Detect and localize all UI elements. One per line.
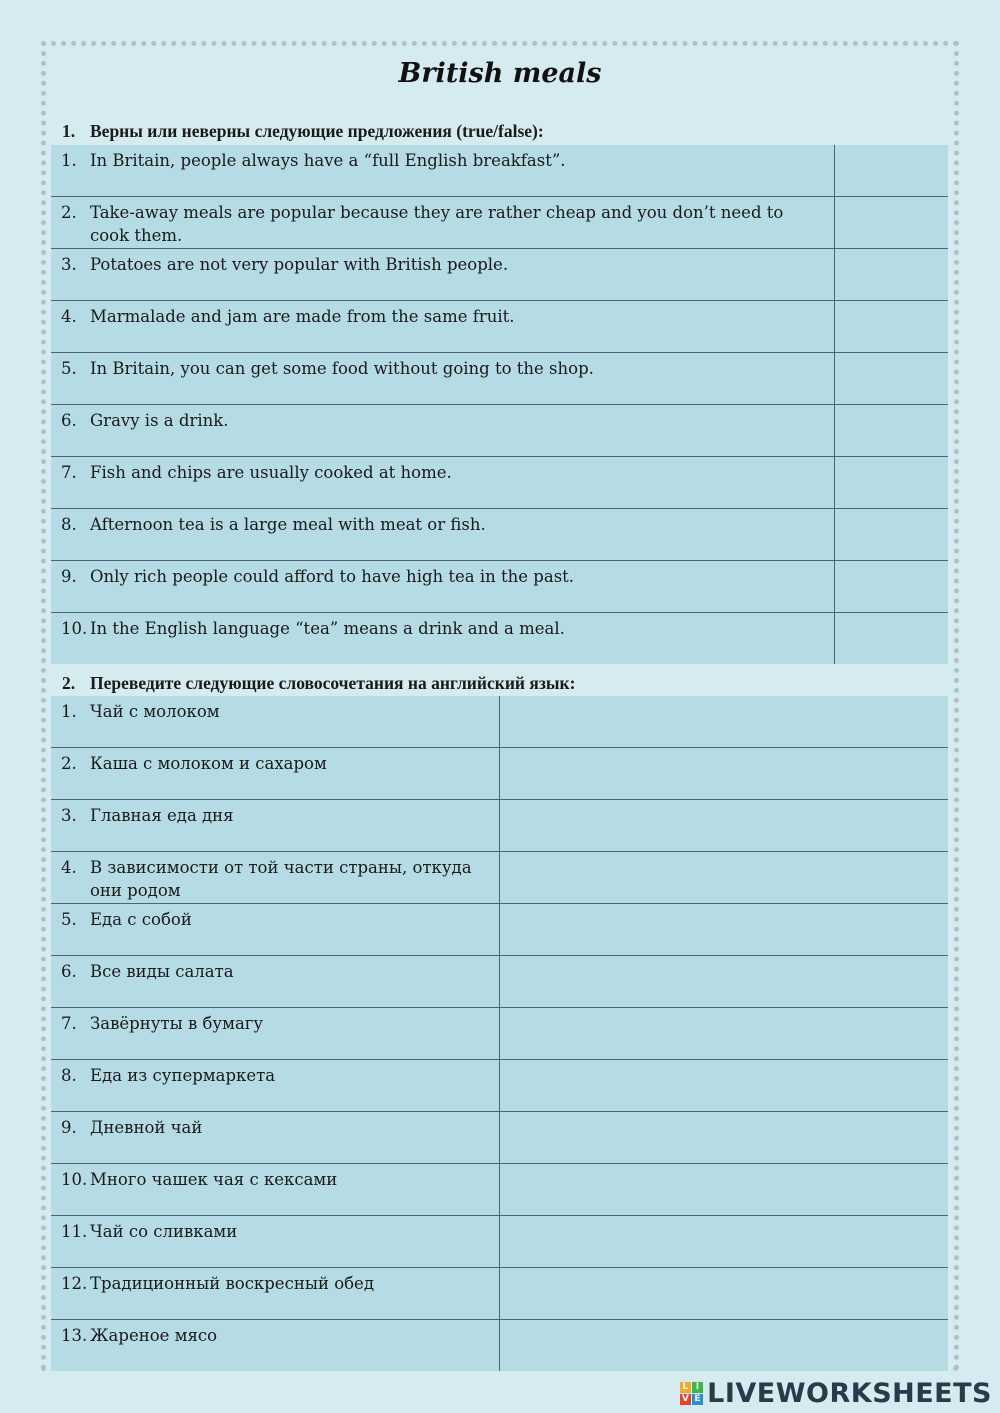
translation-row xyxy=(51,1216,948,1268)
translation-row xyxy=(51,852,948,904)
translation-answer-field[interactable] xyxy=(499,696,948,748)
badge-letter: L xyxy=(680,1382,691,1393)
true-false-item-text: In Britain, you can get some food without going to the shop. xyxy=(90,359,594,378)
section2-heading xyxy=(62,673,575,694)
liveworksheets-logo xyxy=(680,1378,992,1409)
translation-row xyxy=(51,1320,948,1372)
true-false-row xyxy=(51,405,948,457)
translation-answer-field[interactable] xyxy=(499,956,948,1008)
translation-answer-field[interactable] xyxy=(499,1008,948,1060)
true-false-item-number: 7. xyxy=(61,463,77,482)
translation-item-text: Еда из супермаркета xyxy=(90,1066,276,1085)
true-false-item-number: 8. xyxy=(61,515,77,534)
true-false-question-cell xyxy=(51,613,834,665)
true-false-answer-field[interactable] xyxy=(834,561,948,613)
true-false-row xyxy=(51,613,948,665)
translation-row xyxy=(51,1268,948,1320)
translation-answer-field[interactable] xyxy=(499,1060,948,1112)
true-false-question-cell xyxy=(51,249,834,301)
true-false-answer-field[interactable] xyxy=(834,613,948,665)
true-false-row xyxy=(51,145,948,197)
true-false-question-cell xyxy=(51,145,834,197)
logo-text: LIVEWORKSHEETS xyxy=(707,1378,992,1409)
translation-row xyxy=(51,904,948,956)
translation-item-number: 6. xyxy=(61,962,77,981)
true-false-item-text: In the English language “tea” means a drink and a meal. xyxy=(90,619,565,638)
translation-row xyxy=(51,1112,948,1164)
true-false-row xyxy=(51,197,948,249)
translation-row xyxy=(51,1008,948,1060)
true-false-item-number: 6. xyxy=(61,411,77,430)
translation-answer-field[interactable] xyxy=(499,1216,948,1268)
translation-row xyxy=(51,800,948,852)
translation-item-number: 8. xyxy=(61,1066,77,1085)
translation-row xyxy=(51,1164,948,1216)
true-false-item-text: Fish and chips are usually cooked at home. xyxy=(90,463,452,482)
translation-item-text: Жареное мясо xyxy=(90,1326,218,1345)
translation-answer-field[interactable] xyxy=(499,1320,948,1372)
translation-answer-field[interactable] xyxy=(499,1268,948,1320)
badge-letter: V xyxy=(681,1394,690,1404)
translation-item-text: Много чашек чая с кексами xyxy=(90,1170,338,1189)
section2-number: 2. xyxy=(62,673,76,693)
true-false-answer-field[interactable] xyxy=(834,509,948,561)
true-false-item-text: Afternoon tea is a large meal with meat or fish. xyxy=(90,515,486,534)
translation-question-cell xyxy=(51,1112,499,1164)
translation-item-text: В зависимости от той части страны, откуда они родом xyxy=(90,858,472,900)
true-false-answer-field[interactable] xyxy=(834,145,948,197)
translation-item-text: Завёрнуты в бумагу xyxy=(90,1014,264,1033)
translation-row xyxy=(51,1060,948,1112)
translation-item-number: 12. xyxy=(61,1274,88,1293)
true-false-question-cell xyxy=(51,561,834,613)
true-false-question-cell xyxy=(51,509,834,561)
true-false-answer-field[interactable] xyxy=(834,353,948,405)
translation-item-text: Еда с собой xyxy=(90,910,192,929)
true-false-row xyxy=(51,301,948,353)
true-false-question-cell xyxy=(51,457,834,509)
translation-question-cell xyxy=(51,1164,499,1216)
true-false-row xyxy=(51,353,948,405)
translation-item-number: 11. xyxy=(61,1222,88,1241)
section1-heading-text: Верны или неверны следующие предложения (true/false): xyxy=(90,121,544,141)
translation-item-text: Чай с молоком xyxy=(90,702,220,721)
translation-answer-field[interactable] xyxy=(499,1164,948,1216)
true-false-item-text: Take-away meals are popular because they are rather cheap and you don’t need to cook them. xyxy=(90,203,784,245)
translation-question-cell xyxy=(51,852,499,904)
translation-item-text: Чай со сливками xyxy=(90,1222,238,1241)
translation-item-number: 1. xyxy=(61,702,77,721)
true-false-item-number: 2. xyxy=(61,203,77,222)
true-false-table xyxy=(51,145,948,664)
translation-item-text: Традиционный воскресный обед xyxy=(90,1274,374,1293)
badge-letter: I xyxy=(692,1382,703,1393)
true-false-answer-field[interactable] xyxy=(834,249,948,301)
translation-row xyxy=(51,696,948,748)
live-badge-icon xyxy=(680,1382,703,1405)
translation-question-cell xyxy=(51,696,499,748)
translation-answer-field[interactable] xyxy=(499,852,948,904)
translation-item-number: 7. xyxy=(61,1014,77,1033)
true-false-question-cell xyxy=(51,353,834,405)
true-false-item-number: 3. xyxy=(61,255,77,274)
badge-letter: E xyxy=(692,1394,703,1405)
true-false-item-number: 4. xyxy=(61,307,77,326)
translation-item-number: 10. xyxy=(61,1170,88,1189)
translation-item-text: Главная еда дня xyxy=(90,806,234,825)
translation-question-cell xyxy=(51,956,499,1008)
translation-item-number: 9. xyxy=(61,1118,77,1137)
translation-item-text: Дневной чай xyxy=(90,1118,203,1137)
true-false-answer-field[interactable] xyxy=(834,405,948,457)
translation-answer-field[interactable] xyxy=(499,748,948,800)
true-false-item-text: Only rich people could afford to have high tea in the past. xyxy=(90,567,575,586)
true-false-answer-field[interactable] xyxy=(834,457,948,509)
worksheet-title: British meals xyxy=(398,58,602,89)
true-false-item-number: 10. xyxy=(61,619,88,638)
true-false-question-cell xyxy=(51,301,834,353)
true-false-item-number: 5. xyxy=(61,359,77,378)
translation-row xyxy=(51,748,948,800)
true-false-answer-field[interactable] xyxy=(834,301,948,353)
true-false-question-cell xyxy=(51,197,834,249)
section2-heading-text: Переведите следующие словосочетания на английский язык: xyxy=(90,673,576,693)
translation-item-number: 13. xyxy=(61,1326,88,1345)
translation-question-cell xyxy=(51,1060,499,1112)
translation-question-cell xyxy=(51,800,499,852)
true-false-row xyxy=(51,249,948,301)
true-false-item-number: 9. xyxy=(61,567,77,586)
translation-item-number: 4. xyxy=(61,858,77,877)
true-false-row xyxy=(51,457,948,509)
translation-answer-field[interactable] xyxy=(499,1112,948,1164)
true-false-row xyxy=(51,509,948,561)
translation-item-text: Все виды салата xyxy=(90,962,234,981)
translation-question-cell xyxy=(51,1268,499,1320)
translation-question-cell xyxy=(51,1008,499,1060)
true-false-item-text: In Britain, people always have a “full English breakfast”. xyxy=(90,151,566,170)
translation-question-cell xyxy=(51,1320,499,1372)
true-false-row xyxy=(51,561,948,613)
translation-row xyxy=(51,956,948,1008)
translation-question-cell xyxy=(51,1216,499,1268)
translation-item-text: Каша с молоком и сахаром xyxy=(90,754,327,773)
translation-item-number: 2. xyxy=(61,754,77,773)
section1-number: 1. xyxy=(62,121,76,141)
true-false-item-number: 1. xyxy=(61,151,77,170)
true-false-item-text: Marmalade and jam are made from the same fruit. xyxy=(90,307,515,326)
translation-answer-field[interactable] xyxy=(499,904,948,956)
translation-item-number: 3. xyxy=(61,806,77,825)
true-false-question-cell xyxy=(51,405,834,457)
translation-question-cell xyxy=(51,748,499,800)
translation-table xyxy=(51,696,948,1371)
true-false-item-text: Gravy is a drink. xyxy=(90,411,229,430)
section1-heading xyxy=(62,121,544,142)
translation-answer-field[interactable] xyxy=(499,800,948,852)
translation-question-cell xyxy=(51,904,499,956)
translation-item-number: 5. xyxy=(61,910,77,929)
true-false-answer-field[interactable] xyxy=(834,197,948,249)
true-false-item-text: Potatoes are not very popular with British people. xyxy=(90,255,509,274)
